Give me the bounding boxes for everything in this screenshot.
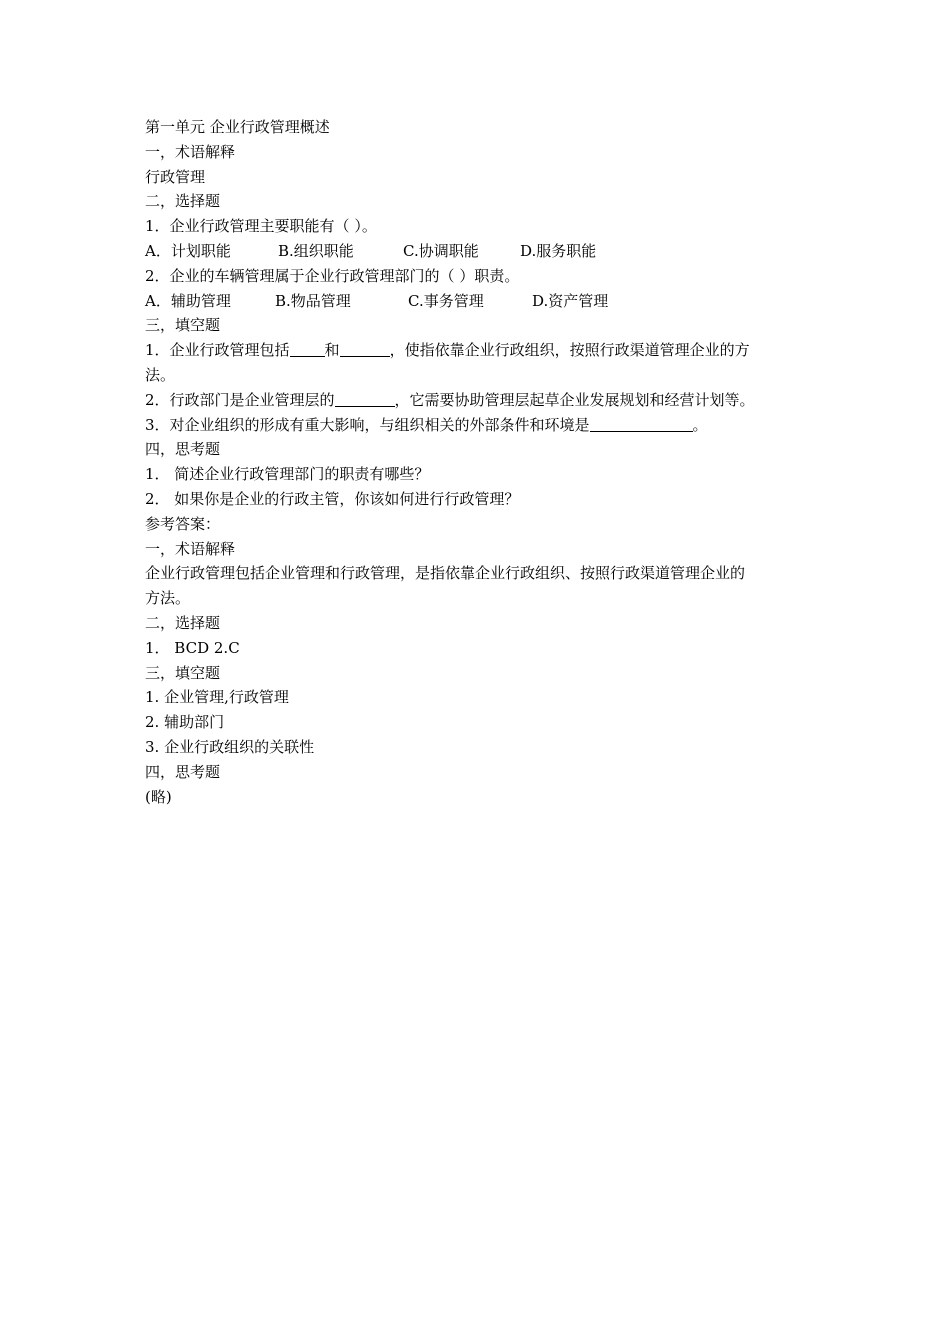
- option-d: D.服务职能: [520, 241, 597, 260]
- unit-title: 第一单元 企业行政管理概述: [145, 118, 330, 136]
- section-think: 四，思考题: [145, 440, 221, 459]
- option-a: A．计划职能: [145, 241, 231, 260]
- blank: [290, 342, 325, 357]
- answer-fill-2: 2. 辅助部门: [145, 713, 225, 732]
- answer-section-fill: 三，填空题: [145, 663, 221, 682]
- question-2: 2．企业的车辆管理属于企业行政管理部门的（ ）职责。: [145, 266, 520, 285]
- fill-1-cont: 法。: [145, 365, 176, 384]
- answer-think: (略): [145, 787, 172, 806]
- answer-section-choice: 二，选择题: [145, 613, 221, 632]
- fill-2: 2．行政部门是企业管理层的 ，它需要协助管理层起草企业发展规划和经营计划等。: [145, 390, 755, 409]
- section-choice: 二，选择题: [145, 192, 221, 211]
- section-fill: 三，填空题: [145, 316, 221, 335]
- think-2: 2． 如果你是企业的行政主管，你该如何进行行政管理？: [145, 489, 520, 508]
- answers-title: 参考答案：: [145, 514, 221, 533]
- answer-term-line-2: 方法。: [145, 589, 191, 608]
- answer-term-line-1: 企业行政管理包括企业管理和行政管理，是指依靠企业行政组织、按照行政渠道管理企业的: [145, 564, 746, 583]
- blank: [590, 417, 693, 432]
- option-b: B.物品管理: [275, 291, 351, 310]
- section-terms: 一，术语解释: [145, 142, 236, 161]
- option-b: B.组织职能: [278, 241, 354, 260]
- term-item: 行政管理: [145, 167, 206, 186]
- document-page: [145, 115, 813, 809]
- option-d: D.资产管理: [532, 291, 609, 310]
- question-1: 1．企业行政管理主要职能有（ ）。: [145, 217, 377, 236]
- option-c: C.协调职能: [403, 241, 479, 260]
- fill-3: 3．对企业组织的形成有重大影响，与组织相关的外部条件和环境是 。: [145, 415, 708, 434]
- question-2-options: [145, 289, 813, 314]
- blank: [340, 342, 390, 357]
- answer-section-think: 四，思考题: [145, 762, 221, 781]
- question-1-options: [145, 239, 813, 264]
- answer-section-terms: 一，术语解释: [145, 539, 236, 558]
- answer-fill-1: 1. 企业管理,行政管理: [145, 688, 289, 707]
- answer-choice: 1． BCD 2.C: [145, 638, 240, 657]
- think-1: 1． 简述企业行政管理部门的职责有哪些？: [145, 465, 430, 484]
- option-a: A．辅助管理: [145, 291, 231, 310]
- answer-fill-3: 3. 企业行政组织的关联性: [145, 737, 315, 756]
- option-c: C.事务管理: [408, 291, 484, 310]
- blank: [335, 392, 395, 407]
- fill-1: 1．企业行政管理包括 和 ，使指依靠企业行政组织，按照行政渠道管理企业的方: [145, 341, 750, 360]
